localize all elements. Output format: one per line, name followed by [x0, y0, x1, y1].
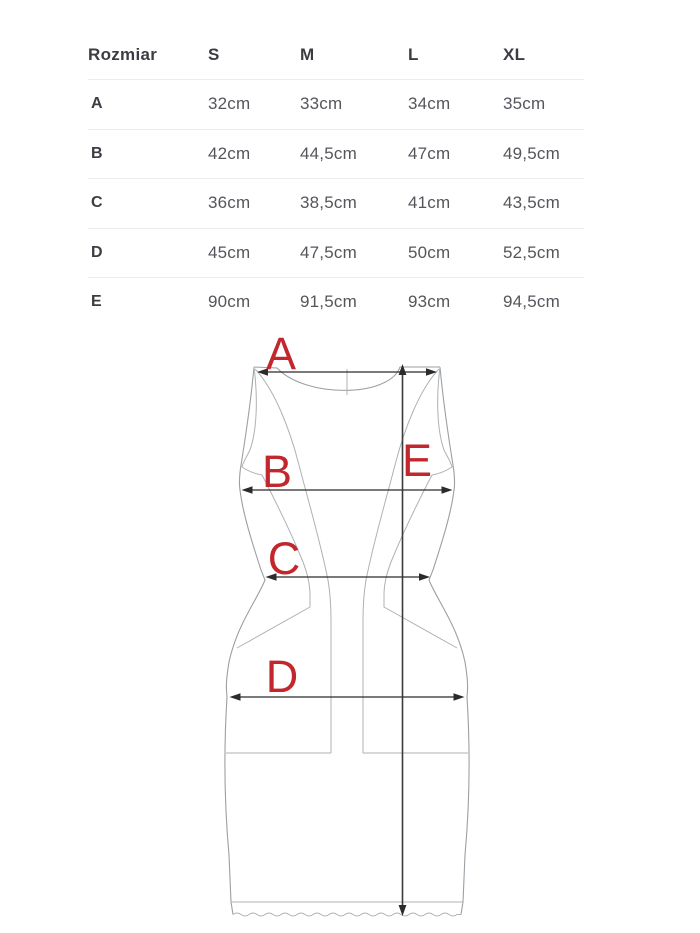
cell-value: 94,5cm	[503, 292, 560, 312]
cell-value: 42cm	[208, 143, 251, 163]
cell-value: 38,5cm	[300, 193, 357, 213]
cell-value: 50cm	[408, 242, 451, 262]
side-panel-seam-right	[384, 475, 457, 648]
cell-value: 47,5cm	[300, 242, 357, 262]
cell-value: 91,5cm	[300, 292, 357, 312]
header-cell-l: L	[408, 45, 419, 64]
row-label: D	[91, 243, 103, 261]
measurement-arrow-d	[230, 693, 465, 701]
cell-value: 41cm	[408, 193, 451, 213]
measurement-label-c: C	[267, 533, 301, 584]
header-cell-m: M	[300, 45, 315, 64]
cell-value: 49,5cm	[503, 143, 560, 163]
cell-value: 36cm	[208, 193, 251, 213]
header-cell-size: Rozmiar	[88, 45, 158, 64]
cell-value: 35cm	[503, 94, 546, 114]
cell-value: 34cm	[408, 94, 451, 114]
cell-value: 44,5cm	[300, 143, 357, 163]
cell-value: 33cm	[300, 94, 343, 114]
measurement-label-a: A	[265, 328, 297, 379]
row-label: C	[91, 194, 103, 212]
dress-outline-left	[225, 367, 265, 915]
measurement-label-e: E	[401, 435, 433, 486]
row-label: A	[91, 95, 103, 113]
hem-scallop	[233, 913, 461, 916]
cell-value: 52,5cm	[503, 242, 560, 262]
row-label: E	[91, 293, 102, 311]
row-label: B	[91, 144, 103, 162]
cell-value: 45cm	[208, 242, 251, 262]
dress-outline-right	[429, 367, 469, 915]
measurement-label-d: D	[265, 651, 299, 702]
princess-seam-right	[363, 369, 439, 753]
cell-value: 93cm	[408, 292, 451, 312]
header-cell-s: S	[208, 45, 220, 64]
header-cell-xl: XL	[503, 45, 526, 64]
cell-value: 43,5cm	[503, 193, 560, 213]
cell-value: 90cm	[208, 292, 251, 312]
cell-value: 47cm	[408, 143, 451, 163]
measurement-label-b: B	[261, 446, 293, 497]
cell-value: 32cm	[208, 94, 251, 114]
